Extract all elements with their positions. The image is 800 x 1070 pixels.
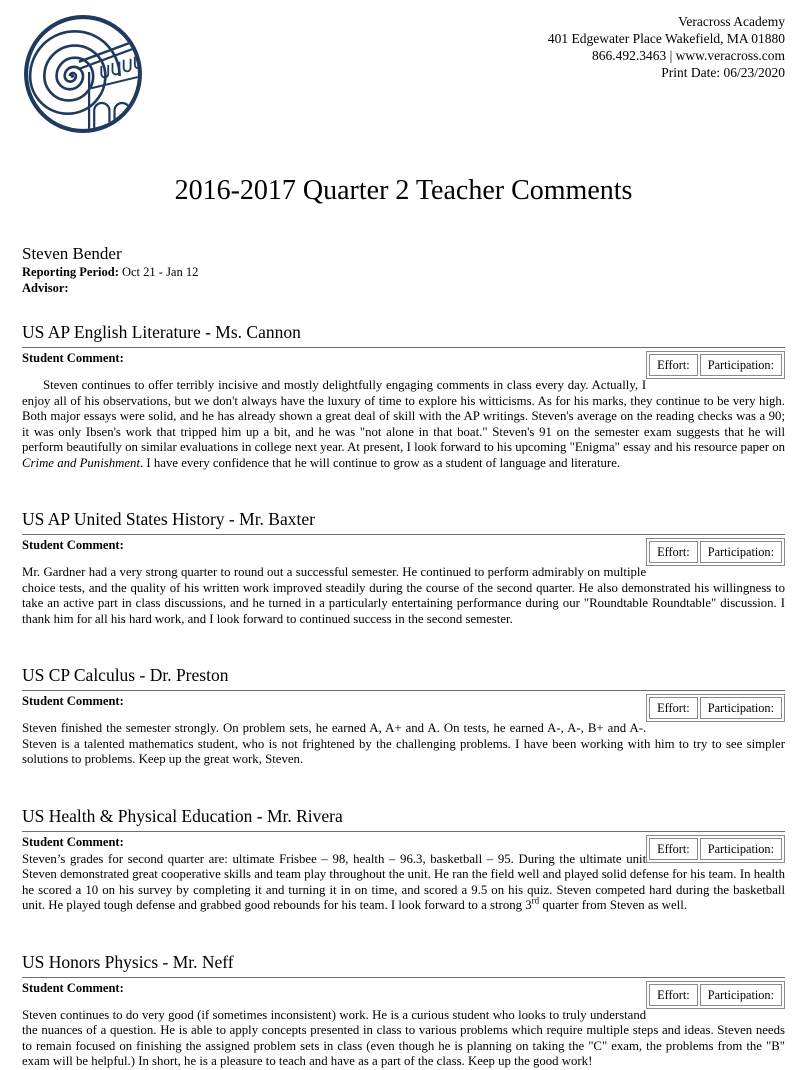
- school-address: 401 Edgewater Place Wakefield, MA 01880: [547, 31, 785, 46]
- student-comment-text: Steven finished the semester strongly. On problem sets, he earned A, A+ and A. On tests, he earned A-, A-, B+ and A-. Steven is a talented mathematics student, who is not frightened by the challenging problems. I have been working with him to try to see simpler solutions to problems. Keep up the great work, Steven.: [22, 721, 785, 766]
- comment-block: [22, 535, 785, 627]
- comment-block: [22, 978, 785, 1070]
- marks-table: [646, 835, 785, 863]
- course-section: [22, 509, 785, 627]
- student-comment-text: Steven continues to offer terribly incisive and mostly delightfully engaging comments in class every day. Actually, I enjoy all of his observations, but we don't always have the luxury of time to explore his witticisms. As for his marks, they continue to be very high. Both major essays were solid, and he has already shown a great deal of skill with the AP writings. Steven's average on the reading checks was a 90; it was only Ibsen's work that tripped him up a bit, and he was "not alone in that boat." Steven's 91 on the semester exam suggests that he will perform beautifully on similar evaluations in college next year. At present, I look forward to his upcoming "Enigma" essay and his resource paper on Crime and Punishment. I have every confidence that he will continue to grow as a student of language and literature.: [22, 378, 785, 470]
- student-name: Steven Bender: [22, 244, 122, 263]
- effort-cell: Effort:: [649, 984, 698, 1006]
- course-title: US Honors Physics - Mr. Neff: [22, 952, 785, 978]
- marks-table: [646, 694, 785, 722]
- advisor-row: [22, 281, 785, 297]
- effort-cell: Effort:: [649, 541, 698, 563]
- comment-block: [22, 691, 785, 768]
- course-title: US AP United States History - Mr. Baxter: [22, 509, 785, 535]
- report-header: [22, 13, 785, 135]
- effort-cell: Effort:: [649, 838, 698, 860]
- course-title: US CP Calculus - Dr. Preston: [22, 665, 785, 691]
- course-title: US Health & Physical Education - Mr. Rivera: [22, 806, 785, 832]
- course-sections: [22, 322, 785, 1070]
- effort-cell: Effort:: [649, 697, 698, 719]
- print-date: Print Date: 06/23/2020: [661, 65, 785, 80]
- school-name: Veracross Academy: [678, 14, 785, 29]
- participation-cell: Participation:: [700, 541, 782, 563]
- course-section: [22, 322, 785, 471]
- veracross-logo-icon: [22, 13, 144, 135]
- student-comment-label: Student Comment:: [22, 351, 124, 365]
- comment-block: [22, 832, 785, 914]
- school-info: [548, 13, 785, 81]
- reporting-period-row: [22, 265, 785, 281]
- course-section: [22, 952, 785, 1070]
- participation-cell: Participation:: [700, 838, 782, 860]
- student-comment-text: Steven’s grades for second quarter are: ultimate Frisbee – 98, health – 96.3, basketball – 95. During the ultimate unit Steven demonstrated great cooperative skills and team play throughout the unit. He ran the field well and played solid defense for his team. In health he scored a 10 on his survey by completing it and turning it in on time, and scored a 9.5 on his quiz. Steven competed hard during the basketball unit. He played tough defense and grabbed good rebounds for his team. I look forward to a strong 3rd quarter from Steven as well.: [22, 851, 785, 912]
- effort-cell: Effort:: [649, 354, 698, 376]
- student-comment-label: Student Comment:: [22, 834, 124, 849]
- report-title: 2016-2017 Quarter 2 Teacher Comments: [174, 175, 633, 206]
- reporting-period-value: Oct 21 - Jan 12: [121, 265, 199, 279]
- participation-cell: Participation:: [700, 697, 782, 719]
- participation-cell: Participation:: [700, 354, 782, 376]
- reporting-period-label: Reporting Period:: [22, 265, 119, 279]
- course-section: [22, 665, 785, 768]
- student-comment-label: Student Comment:: [22, 980, 124, 995]
- course-title: US AP English Literature - Ms. Cannon: [22, 322, 785, 348]
- marks-table: [646, 981, 785, 1009]
- comment-block: [22, 348, 785, 471]
- course-section: [22, 806, 785, 914]
- marks-table: [646, 538, 785, 566]
- student-comment-text: Mr. Gardner had a very strong quarter to round out a successful semester. He continued to perform admirably on multiple choice tests, and the quality of his written work improved steadily during the course of the second quarter. He also demonstrated his willingness to take an active part in class discussions, and he turned in a particularly entertaining performance during our "Roundtable Roundtable" discussion. I thank him for all his hard work, and I look forward to continued success in the second semester.: [22, 565, 785, 626]
- student-comment-text: Steven continues to do very good (if sometimes inconsistent) work. He is a curious student who looks to truly understand the nuances of a question. He is able to apply concepts presented in class to various problems which require multiple steps and ideas. Steven needs to remain focused on finishing the assigned problem sets in class (even though he is planning on taking the "C" exam, the problems from the "B" exam will be helpful.) In short, he is a pleasure to teach and have as a part of the class. Keep up the good work!: [22, 1007, 785, 1068]
- student-comment-label: Student Comment:: [22, 538, 124, 552]
- advisor-label: Advisor:: [22, 280, 69, 295]
- school-contact: 866.492.3463 | www.veracross.com: [591, 48, 785, 63]
- student-info: [22, 243, 785, 296]
- marks-table: [646, 351, 785, 379]
- participation-cell: Participation:: [700, 984, 782, 1006]
- student-comment-label: Student Comment:: [22, 694, 124, 708]
